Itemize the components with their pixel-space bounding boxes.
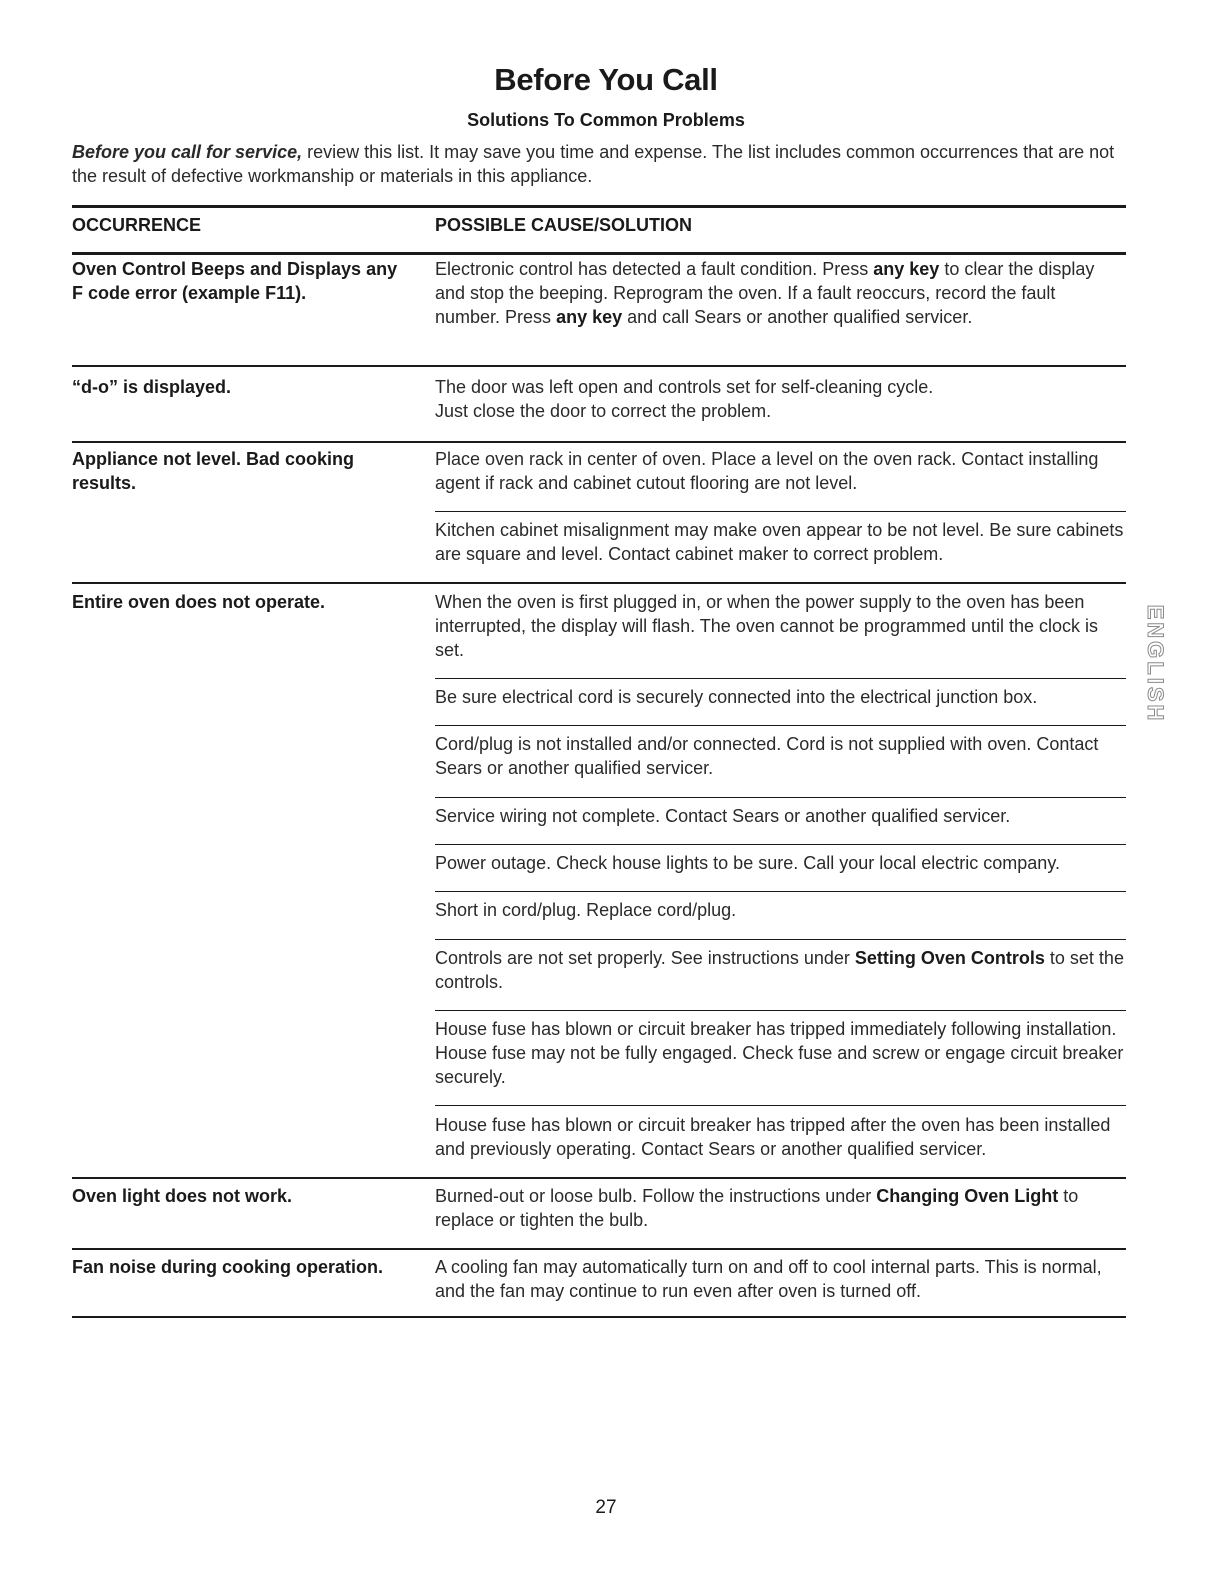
solution-cell (435, 732, 1125, 780)
row-divider (72, 582, 1126, 584)
page-subtitle: Solutions To Common Problems (467, 110, 745, 130)
page-title: Before You Call (494, 62, 718, 97)
row-divider (72, 1248, 1126, 1250)
solution-cell (435, 685, 1125, 709)
solution-divider (435, 891, 1126, 892)
column-header-solution: POSSIBLE CAUSE/SOLUTION (435, 215, 693, 235)
solution-text: and call Sears or another qualified servicer. (622, 307, 973, 327)
intro-paragraph (72, 140, 1132, 188)
table-bottom-rule (72, 1316, 1126, 1318)
column-header-occurrence: OCCURRENCE (72, 215, 202, 235)
solution-cell (435, 1184, 1125, 1232)
solution-cell (435, 1017, 1125, 1089)
solution-text: Short in cord/plug. Replace cord/plug. (435, 900, 737, 920)
solution-text: Be sure electrical cord is securely connected into the electrical junction box. (435, 687, 1038, 707)
solution-text: to replace or tighten the bulb. (435, 1186, 1079, 1230)
language-tab: ENGLISH (1143, 604, 1168, 724)
row-divider (72, 365, 1126, 367)
solution-text: House fuse has blown or circuit breaker has tripped immediately following installation. House fuse may not be fully engaged. Check fuse and screw or engage circuit breaker securely. (435, 1019, 1124, 1087)
solution-text: Place oven rack in center of oven. Place a level on the oven rack. Contact installing agent if rack and cabinet cutout flooring are not level. (435, 449, 1099, 493)
table-header-rule (72, 252, 1126, 255)
solution-cell (435, 898, 1125, 922)
solution-divider (435, 725, 1126, 726)
solution-cell (435, 946, 1125, 994)
occurrence-cell: Appliance not level. Bad cooking results. (72, 449, 355, 493)
solution-text: Burned-out or loose bulb. Follow the instructions under (435, 1186, 877, 1206)
solution-emphasis: any key (556, 307, 623, 327)
solution-cell (435, 1113, 1125, 1161)
solution-emphasis: Changing Oven Light (876, 1186, 1059, 1206)
solution-emphasis: Setting Oven Controls (854, 948, 1045, 968)
page-number: 27 (595, 1497, 617, 1518)
solution-text: House fuse has blown or circuit breaker has tripped after the oven has been installed and previously operating. Contact Sears or another qualified servicer. (435, 1115, 1111, 1159)
solution-text: Service wiring not complete. Contact Sears or another qualified servicer. (435, 806, 1011, 826)
solution-cell (435, 804, 1125, 828)
solution-text: Power outage. Check house lights to be sure. Call your local electric company. (435, 853, 1060, 873)
solution-divider (435, 797, 1126, 798)
solution-text: Kitchen cabinet misalignment may make oven appear to be not level. Be sure cabinets are square and level. Contact cabinet maker to correct problem. (435, 520, 1124, 564)
solution-text: When the oven is first plugged in, or when the power supply to the oven has been interrupted, the display will flash. The oven cannot be programmed until the clock is set. (435, 592, 1099, 660)
table-top-rule (72, 205, 1126, 208)
occurrence-cell: Oven Control Beeps and Displays any F code error (example F11). (72, 259, 398, 303)
solution-cell (435, 518, 1125, 566)
row-divider (72, 1177, 1126, 1179)
occurrence-cell: Fan noise during cooking operation. (72, 1257, 384, 1277)
solution-cell (435, 851, 1125, 875)
solution-divider (435, 939, 1126, 940)
solution-divider (435, 1105, 1126, 1106)
solution-cell (435, 375, 1125, 423)
solution-text: Controls are not set properly. See instructions under (435, 948, 855, 968)
solution-text: to clear the display and stop the beeping. Reprogram the oven. If a fault reoccurs, record the fault number. Press (435, 259, 1095, 327)
solution-emphasis: any key (873, 259, 940, 279)
solution-cell (435, 1255, 1125, 1303)
solution-cell (435, 590, 1125, 662)
solution-divider (435, 511, 1126, 512)
solution-cell (435, 257, 1125, 329)
solution-text: The door was left open and controls set for self-cleaning cycle. (435, 377, 934, 397)
intro-lead: Before you call for service, (72, 142, 303, 162)
solution-text: A cooling fan may automatically turn on and off to cool internal parts. This is normal, and the fan may continue to run even after oven is turned off. (435, 1257, 1102, 1301)
solution-text: Electronic control has detected a fault condition. Press (435, 259, 874, 279)
solution-text: Cord/plug is not installed and/or connected. Cord is not supplied with oven. Contact Sears or another qualified servicer. (435, 734, 1099, 778)
solution-divider (435, 678, 1126, 679)
solution-divider (435, 844, 1126, 845)
occurrence-cell: Oven light does not work. (72, 1186, 293, 1206)
solution-text: to set the controls. (435, 948, 1124, 992)
occurrence-cell: Entire oven does not operate. (72, 592, 326, 612)
intro-text: review this list. It may save you time and expense. The list includes common occurrences that are not the result of defective workmanship or materials in this appliance. (72, 142, 1115, 186)
occurrence-cell: “d-o” is displayed. (72, 377, 232, 397)
solution-divider (435, 1010, 1126, 1011)
solution-cell (435, 447, 1125, 495)
solution-text: Just close the door to correct the problem. (435, 401, 772, 421)
row-divider (72, 441, 1126, 443)
